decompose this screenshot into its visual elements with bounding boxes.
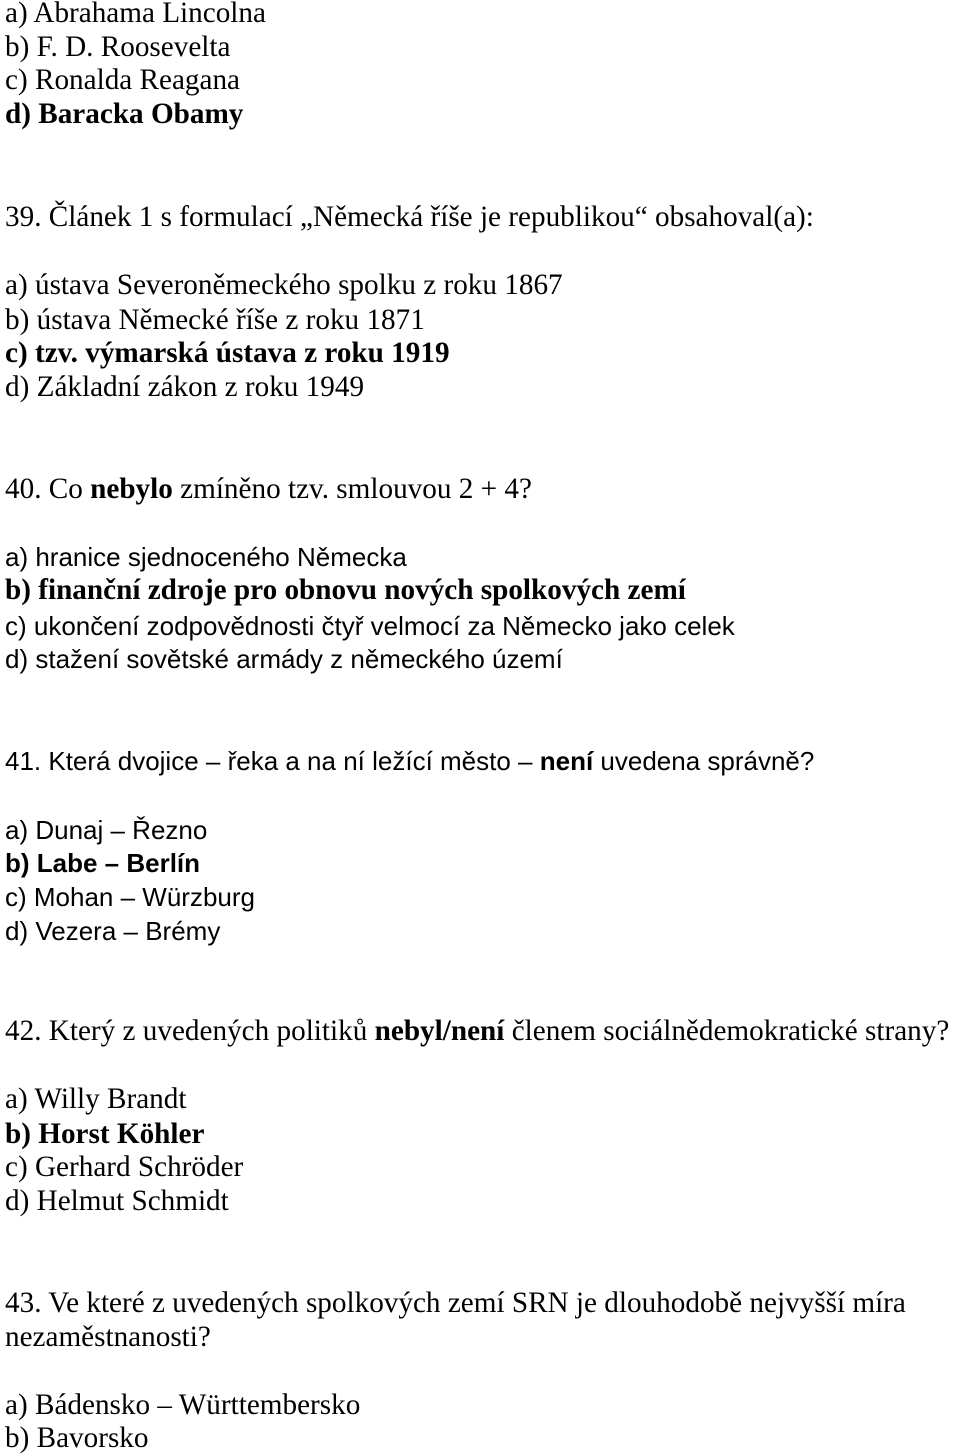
question-40-option-c: c) ukončení zodpovědnosti čtyř velmocí za Německo jako celek <box>5 611 735 641</box>
question-41-prompt-emphasis: není <box>539 746 594 776</box>
question-38-option-a: a) Abrahama Lincolna <box>5 0 266 29</box>
question-43-prompt-line-2: nezaměstnanosti? <box>5 1321 211 1353</box>
question-40-option-b: b) finanční zdroje pro obnovu nových spolkových zemí <box>5 574 686 606</box>
question-42-prompt <box>5 1016 949 1046</box>
question-38-option-b: b) F. D. Roosevelta <box>5 31 231 63</box>
question-42-option-b: b) Horst Köhler <box>5 1118 205 1150</box>
question-38-option-c: c) Ronalda Reagana <box>5 64 241 96</box>
question-39-option-d: d) Základní zákon z roku 1949 <box>5 371 365 403</box>
question-39-option-c: c) tzv. výmarská ústava z roku 1919 <box>5 337 450 369</box>
question-43-option-a: a) Bádensko – Württembersko <box>5 1389 361 1421</box>
question-41-option-b: b) Labe – Berlín <box>5 848 201 878</box>
question-41-option-d: d) Vezera – Brémy <box>5 916 221 946</box>
question-41-prompt <box>5 746 814 776</box>
question-41-option-c: c) Mohan – Würzburg <box>5 882 255 912</box>
question-42-prompt-end: členem sociálnědemokratické strany? <box>504 1015 950 1047</box>
question-43-option-b: b) Bavorsko <box>5 1422 149 1454</box>
question-38-option-d: d) Baracka Obamy <box>5 98 244 130</box>
question-40-prompt-end: zmíněno tzv. smlouvou 2 + 4? <box>172 473 532 505</box>
question-39-prompt: 39. Článek 1 s formulací „Německá říše je republikou“ obsahoval(a): <box>5 201 814 233</box>
question-41-prompt-start: 41. Která dvojice – řeka a na ní ležící město – <box>5 746 540 776</box>
question-42-option-a: a) Willy Brandt <box>5 1083 187 1115</box>
question-39-option-a: a) ústava Severoněmeckého spolku z roku 1867 <box>5 269 563 301</box>
question-39-option-b: b) ústava Německé říše z roku 1871 <box>5 304 425 336</box>
question-43-prompt-line-1: 43. Ve které z uvedených spolkových zemí SRN je dlouhodobě nejvyšší míra <box>5 1287 906 1319</box>
question-40-prompt-emphasis: nebylo <box>90 473 173 505</box>
question-40-prompt-start: 40. Co <box>5 473 91 505</box>
question-41-option-a: a) Dunaj – Řezno <box>5 815 208 845</box>
question-41-prompt-end: uvedena správně? <box>593 746 815 776</box>
question-40-prompt <box>5 474 532 504</box>
question-40-option-d: d) stažení sovětské armády z německého území <box>5 644 563 674</box>
question-42-option-d: d) Helmut Schmidt <box>5 1185 229 1217</box>
question-40-option-a: a) hranice sjednoceného Německa <box>5 542 407 572</box>
question-42-option-c: c) Gerhard Schröder <box>5 1151 244 1183</box>
question-42-prompt-emphasis: nebyl/není <box>374 1015 505 1047</box>
question-42-prompt-start: 42. Který z uvedených politiků <box>5 1015 375 1047</box>
